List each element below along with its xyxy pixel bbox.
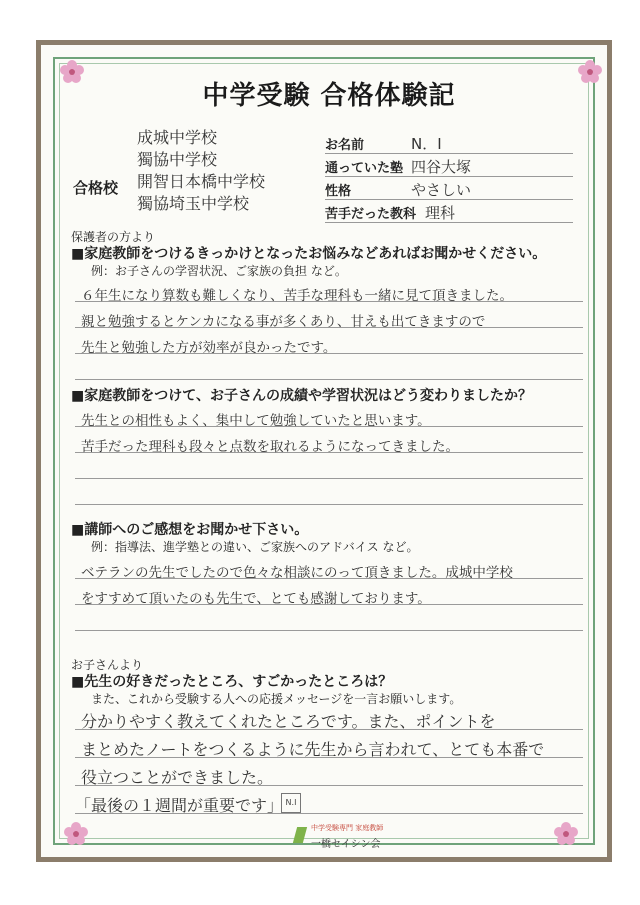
answer-1-line: ６年生になり算数も難しくなり、苦手な理科も一緒に見て頂きました。 — [81, 288, 513, 304]
profile-row — [325, 200, 573, 223]
answer-3-line: ベテランの先生でしたので色々な相談にのって頂きました。成城中学校 — [81, 565, 513, 581]
profile-row — [325, 131, 573, 154]
question-2-title: ■家庭教師をつけて、お子さんの成績や学習状況はどう変わりましたか？ — [71, 388, 532, 404]
flower-icon — [63, 821, 89, 847]
name-value: N．I — [411, 135, 442, 153]
guardian-heading: 保護者の方より — [71, 230, 156, 244]
profile-row — [325, 154, 573, 177]
cram-school-value: 四谷大塚 — [411, 158, 472, 176]
personality-label: 性格 — [325, 184, 352, 199]
child-question-title: ■先生の好きだったところ、すごかったところは？ — [71, 674, 393, 690]
school-list — [137, 127, 265, 215]
school-line: 成城中学校 — [137, 128, 218, 147]
cram-school-label: 通っていた塾 — [325, 161, 404, 176]
question-1-title: ■家庭教師をつけるきっかけとなったお悩みなどあればお聞かせください。 — [71, 246, 547, 262]
answer-2-line: 先生との相性もよく、集中して勉強していたと思います。 — [81, 413, 431, 429]
weak-subject-label: 苦手だった教科 — [325, 207, 417, 222]
answer-2-line: 苦手だった理科も段々と点数を取れるようになってきました。 — [81, 439, 459, 455]
child-answer-line: 役立つことができました。 — [81, 768, 274, 787]
footer-logo — [295, 819, 465, 853]
child-answer-line: 分かりやすく教えてくれたところです。また、ポイントを — [81, 712, 496, 731]
certificate-frame — [36, 40, 612, 862]
footer-tagline: 中学受験専門 家庭教師 — [311, 824, 384, 832]
child-answer-line: まとめたノートをつくるように先生から言われて、とても本番で — [81, 740, 545, 759]
child-heading: お子さんより — [71, 658, 144, 672]
school-line: 開智日本橋中学校 — [137, 172, 266, 191]
flower-icon — [553, 821, 579, 847]
question-3-title: ■講師へのご感想をお聞かせ下さい。 — [71, 522, 309, 538]
profile-table — [325, 131, 573, 223]
child-question-sub: また、これから受験する人への応援メッセージを一言お願いします。 — [91, 692, 462, 706]
school-line: 獨協埼玉中学校 — [137, 194, 250, 213]
school-label: 合格校 — [73, 179, 119, 197]
answer-1-line: 親と勉強するとケンカになる事が多くあり、甘えも出てきますので — [81, 314, 486, 330]
answer-3-line: をすすめて頂いたのも先生で、とても感謝しております。 — [81, 591, 431, 607]
answer-1-line: 先生と勉強した方が効率が良かったです。 — [81, 340, 337, 356]
name-stamp: N.I — [281, 793, 301, 813]
question-1-example: 例：お子さんの学習状況、ご家族の負担 など。 — [91, 264, 347, 278]
profile-row — [325, 177, 573, 200]
child-answer-line: 「最後の１週間が重要です」 — [75, 796, 284, 815]
logo-mark-icon — [293, 827, 307, 843]
question-3-example: 例：指導法、進学塾との違い、ご家族へのアドバイス など。 — [91, 540, 419, 554]
footer-brand: 一橋セイシン会 — [311, 839, 381, 850]
page-title: 中学受験 合格体験記 — [202, 81, 456, 111]
school-line: 獨協中学校 — [137, 150, 218, 169]
name-label: お名前 — [325, 138, 365, 153]
personality-value: やさしい — [411, 181, 472, 199]
weak-subject-value: 理科 — [425, 204, 456, 222]
